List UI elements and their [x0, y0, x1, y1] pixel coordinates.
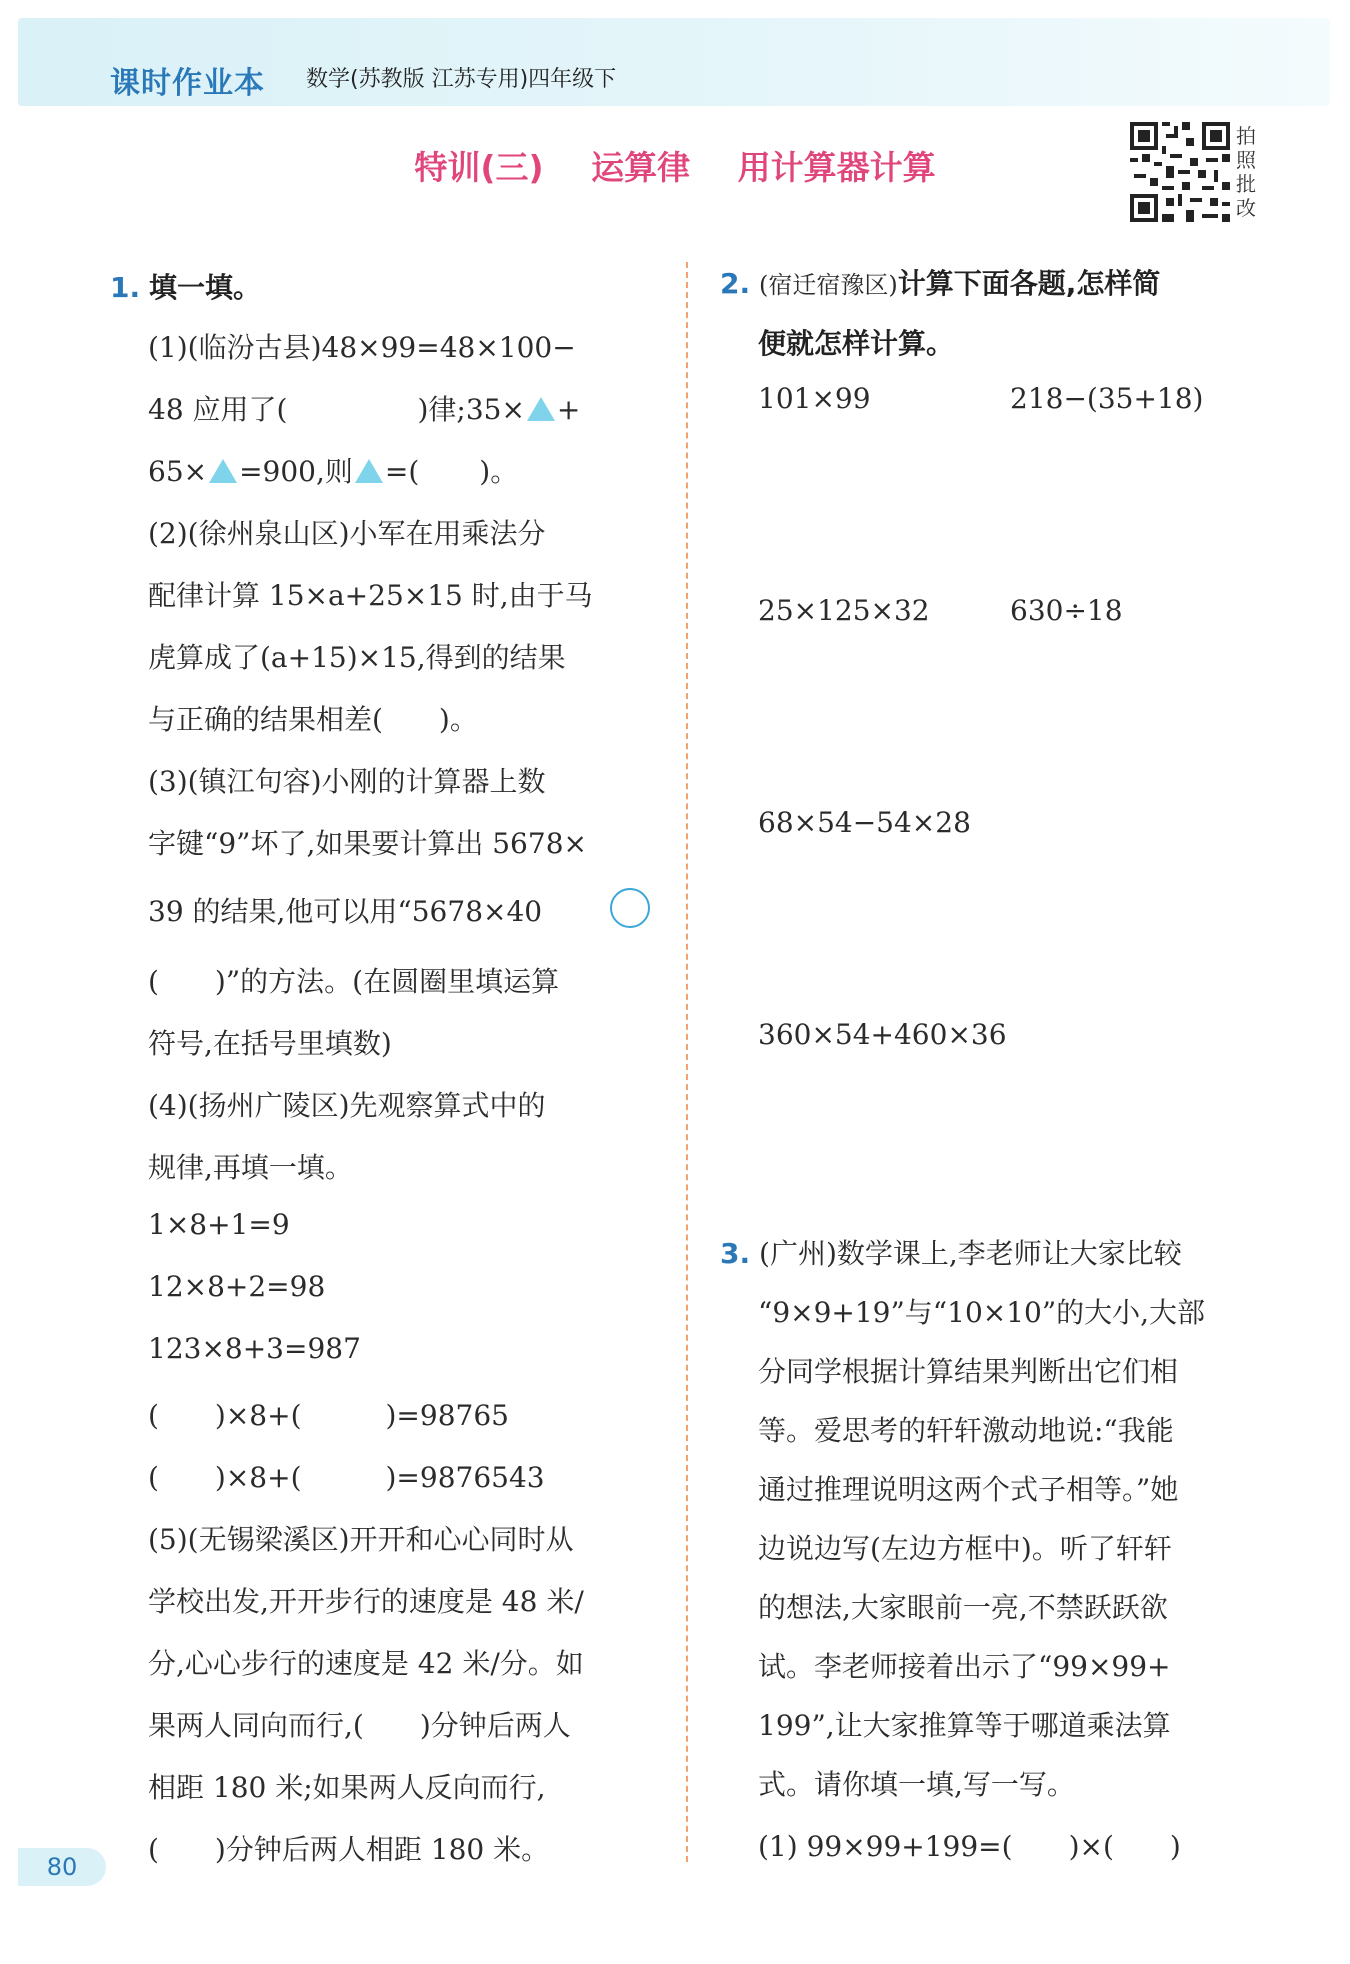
q3-line-2: “9×9+19”与“10×10”的大小,大部	[758, 1296, 1206, 1329]
qr-code-icon[interactable]	[1130, 122, 1230, 222]
q3-line-11: (1) 99×99+199=( )×( )	[758, 1830, 1181, 1863]
q1-line-13: (4)(扬州广陵区)先观察算式中的	[148, 1089, 546, 1122]
triangle-icon	[527, 397, 555, 421]
q1-line-10: 39 的结果,他可以用“5678×40	[148, 895, 543, 928]
q1-line-4: (2)(徐州泉山区)小军在用乘法分	[148, 517, 546, 550]
q1-line-12: 符号,在括号里填数)	[148, 1027, 392, 1060]
expr-1: 101×99	[758, 382, 871, 415]
q1-line-23: 果两人同向而行,( )分钟后两人	[148, 1709, 571, 1742]
book-info: 数学(苏教版 江苏专用)四年级下	[306, 67, 617, 92]
title-part-2: 运算律	[591, 148, 691, 187]
q1-line-5: 配律计算 15×a+25×15 时,由于马	[148, 579, 593, 612]
q1-line-24: 相距 180 米;如果两人反向而行,	[148, 1771, 546, 1804]
q3-line-9: 199”,让大家推算等于哪道乘法算	[758, 1709, 1171, 1742]
q1-line-21: 学校出发,开开步行的速度是 48 米/	[148, 1585, 584, 1618]
triangle-icon	[355, 459, 383, 483]
q1-line-25: ( )分钟后两人相距 180 米。	[148, 1833, 550, 1866]
q3-line-3: 分同学根据计算结果判断出它们相	[758, 1355, 1179, 1388]
qr-label: 拍 照 批 改	[1236, 124, 1256, 220]
page-number: 80	[18, 1848, 106, 1886]
expr-4: 630÷18	[1010, 594, 1123, 627]
q1-line-20: (5)(无锡梁溪区)开开和心心同时从	[148, 1523, 574, 1556]
q1-line-16: 12×8+2=98	[148, 1270, 326, 1303]
q1-line-18: ( )×8+( )=98765	[148, 1399, 509, 1432]
q1-line-22: 分,心心步行的速度是 42 米/分。如	[148, 1647, 584, 1680]
q1-line-14: 规律,再填一填。	[148, 1151, 353, 1184]
q1-line-11: ( )”的方法。(在圆圈里填运算	[148, 965, 560, 998]
expr-3: 25×125×32	[758, 594, 930, 627]
question-2-heading: 2. (宿迁宿豫区)计算下面各题,怎样简	[720, 267, 1161, 300]
q3-line-5: 通过推理说明这两个式子相等。”她	[758, 1473, 1179, 1506]
q1-line-6: 虎算成了(a+15)×15,得到的结果	[148, 641, 566, 674]
title-part-1: 特训(三)	[414, 148, 544, 187]
expr-6: 360×54+460×36	[758, 1018, 1007, 1051]
q3-line-10: 式。请你填一填,写一写。	[758, 1768, 1075, 1801]
triangle-icon	[209, 459, 237, 483]
q1-line-8: (3)(镇江句容)小刚的计算器上数	[148, 765, 546, 798]
q1-line-15: 1×8+1=9	[148, 1208, 290, 1241]
q3-line-6: 边说边写(左边方框中)。听了轩轩	[758, 1532, 1172, 1565]
question-1-heading: 1. 填一填。	[110, 271, 262, 304]
q1-line-9: 字键“9”坏了,如果要计算出 5678×	[148, 827, 587, 860]
q3-line-4: 等。爱思考的轩轩激动地说:“我能	[758, 1414, 1174, 1447]
operator-circle[interactable]	[610, 888, 650, 928]
expr-2: 218−(35+18)	[1010, 382, 1204, 415]
q1-line-7: 与正确的结果相差( )。	[148, 703, 478, 736]
q1-line-2: 48 应用了( )律;35× +	[148, 393, 581, 426]
q3-line-7: 的想法,大家眼前一亮,不禁跃跃欲	[758, 1591, 1168, 1624]
q1-line-19: ( )×8+( )=9876543	[148, 1461, 545, 1494]
column-divider	[686, 262, 688, 1862]
q1-line-1: (1)(临汾古县)48×99=48×100−	[148, 331, 576, 364]
q1-line-17: 123×8+3=987	[148, 1332, 361, 1365]
title-part-3: 用计算器计算	[737, 148, 936, 187]
q3-line-8: 试。李老师接着出示了“99×99+	[758, 1650, 1171, 1683]
question-3-line-1: 3. (广州)数学课上,李老师让大家比较	[720, 1237, 1182, 1270]
q1-line-3: 65× =900,则 =( )。	[148, 455, 519, 488]
expr-5: 68×54−54×28	[758, 806, 971, 839]
series-title: 课时作业本	[110, 66, 265, 101]
question-2-heading-cont: 便就怎样计算。	[758, 327, 955, 360]
